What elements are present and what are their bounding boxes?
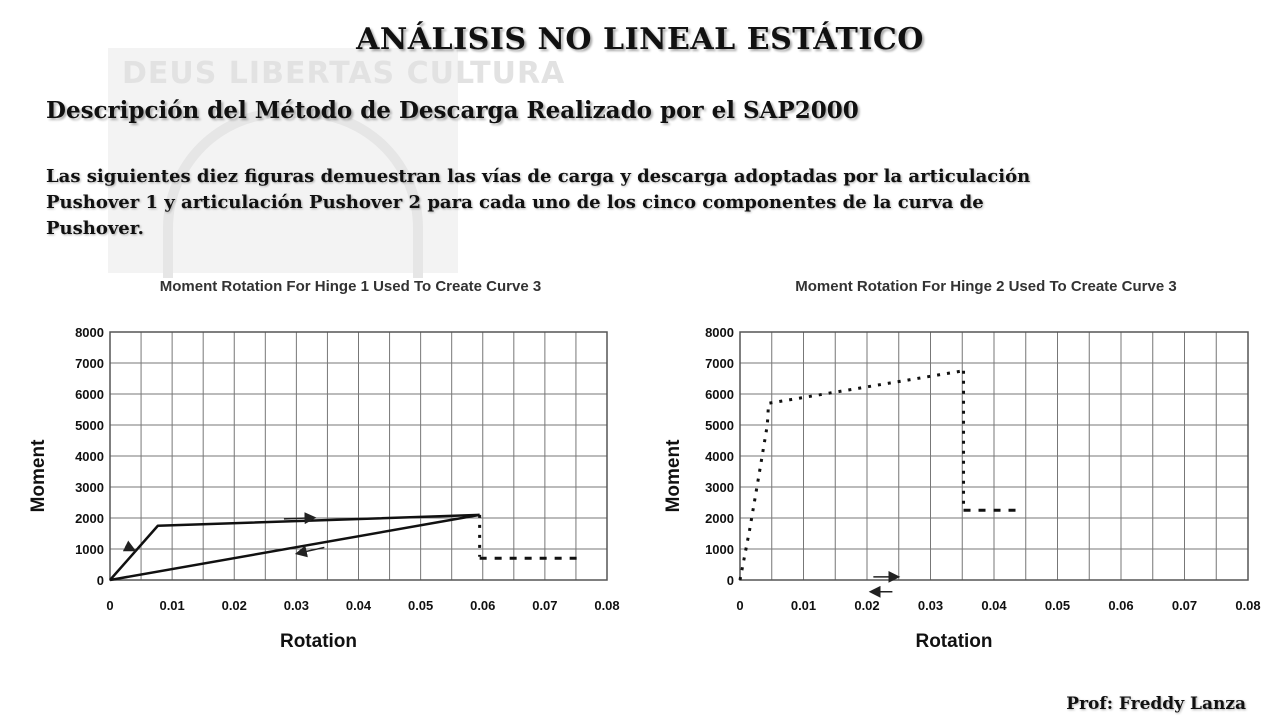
watermark-motto: DEUS LIBERTAS CULTURA [122, 56, 566, 91]
x-axis-label: Rotation [915, 631, 993, 652]
x-tick-label: 0.01 [159, 598, 185, 613]
x-tick-label: 0.04 [345, 598, 372, 613]
y-tick-label: 3000 [705, 480, 734, 495]
y-tick-label: 6000 [75, 387, 104, 402]
y-axis-label: Moment [663, 439, 684, 513]
y-tick-label: 2000 [75, 511, 104, 526]
y-tick-label: 8000 [705, 325, 734, 340]
y-tick-label: 4000 [705, 449, 734, 464]
y-tick-label: 7000 [705, 356, 734, 371]
chart-title: Moment Rotation For Hinge 1 Used To Create Curve 3 [159, 278, 542, 295]
y-tick-label: 7000 [75, 356, 104, 371]
y-tick-label: 0 [726, 573, 734, 588]
author-footer: Prof: Freddy Lanza [1066, 694, 1246, 714]
direction-arrow [126, 546, 135, 551]
x-tick-label: 0.02 [854, 598, 880, 613]
y-axis-label: Moment [28, 439, 49, 513]
hinge-1-chart [10, 270, 630, 670]
x-tick-label: 0.05 [1044, 598, 1071, 613]
x-tick-label: 0 [106, 598, 114, 613]
y-tick-label: 5000 [705, 418, 734, 433]
chart-title: Moment Rotation For Hinge 2 Used To Create Curve 3 [795, 278, 1177, 295]
y-tick-label: 3000 [75, 480, 104, 495]
description-paragraph: Las siguientes diez figuras demuestran las vías de carga y descarga adoptadas por la articulación Pushover 1 y articulación Pushover 2 para cada uno de los cinco componentes de la curva de Pushover. [46, 166, 1031, 239]
y-tick-label: 4000 [75, 449, 104, 464]
x-tick-label: 0.06 [1108, 598, 1134, 613]
section-subtitle: Descripción del Método de Descarga Realizado por el SAP2000 [46, 97, 859, 124]
x-tick-label: 0.06 [470, 598, 496, 613]
x-tick-label: 0.07 [1171, 598, 1198, 613]
hinge-2-chart [645, 270, 1270, 670]
y-tick-label: 0 [96, 573, 104, 588]
y-tick-label: 2000 [705, 511, 734, 526]
y-tick-label: 1000 [705, 542, 734, 557]
y-tick-label: 6000 [705, 387, 734, 402]
y-tick-label: 5000 [75, 418, 104, 433]
x-tick-label: 0.03 [283, 598, 310, 613]
x-tick-label: 0.08 [594, 598, 620, 613]
x-tick-label: 0.03 [917, 598, 944, 613]
x-tick-label: 0.01 [790, 598, 817, 613]
x-tick-label: 0.07 [532, 598, 558, 613]
y-tick-label: 1000 [75, 542, 104, 557]
x-tick-label: 0.04 [981, 598, 1007, 613]
x-axis-label: Rotation [279, 631, 358, 652]
direction-arrow [296, 547, 324, 553]
x-tick-label: 0.02 [221, 598, 247, 613]
page-title: ANÁLISIS NO LINEAL ESTÁTICO [356, 22, 924, 57]
y-tick-label: 8000 [75, 325, 104, 340]
x-tick-label: 0.08 [1235, 598, 1261, 613]
x-tick-label: 0.05 [407, 598, 434, 613]
x-tick-label: 0 [736, 598, 744, 613]
